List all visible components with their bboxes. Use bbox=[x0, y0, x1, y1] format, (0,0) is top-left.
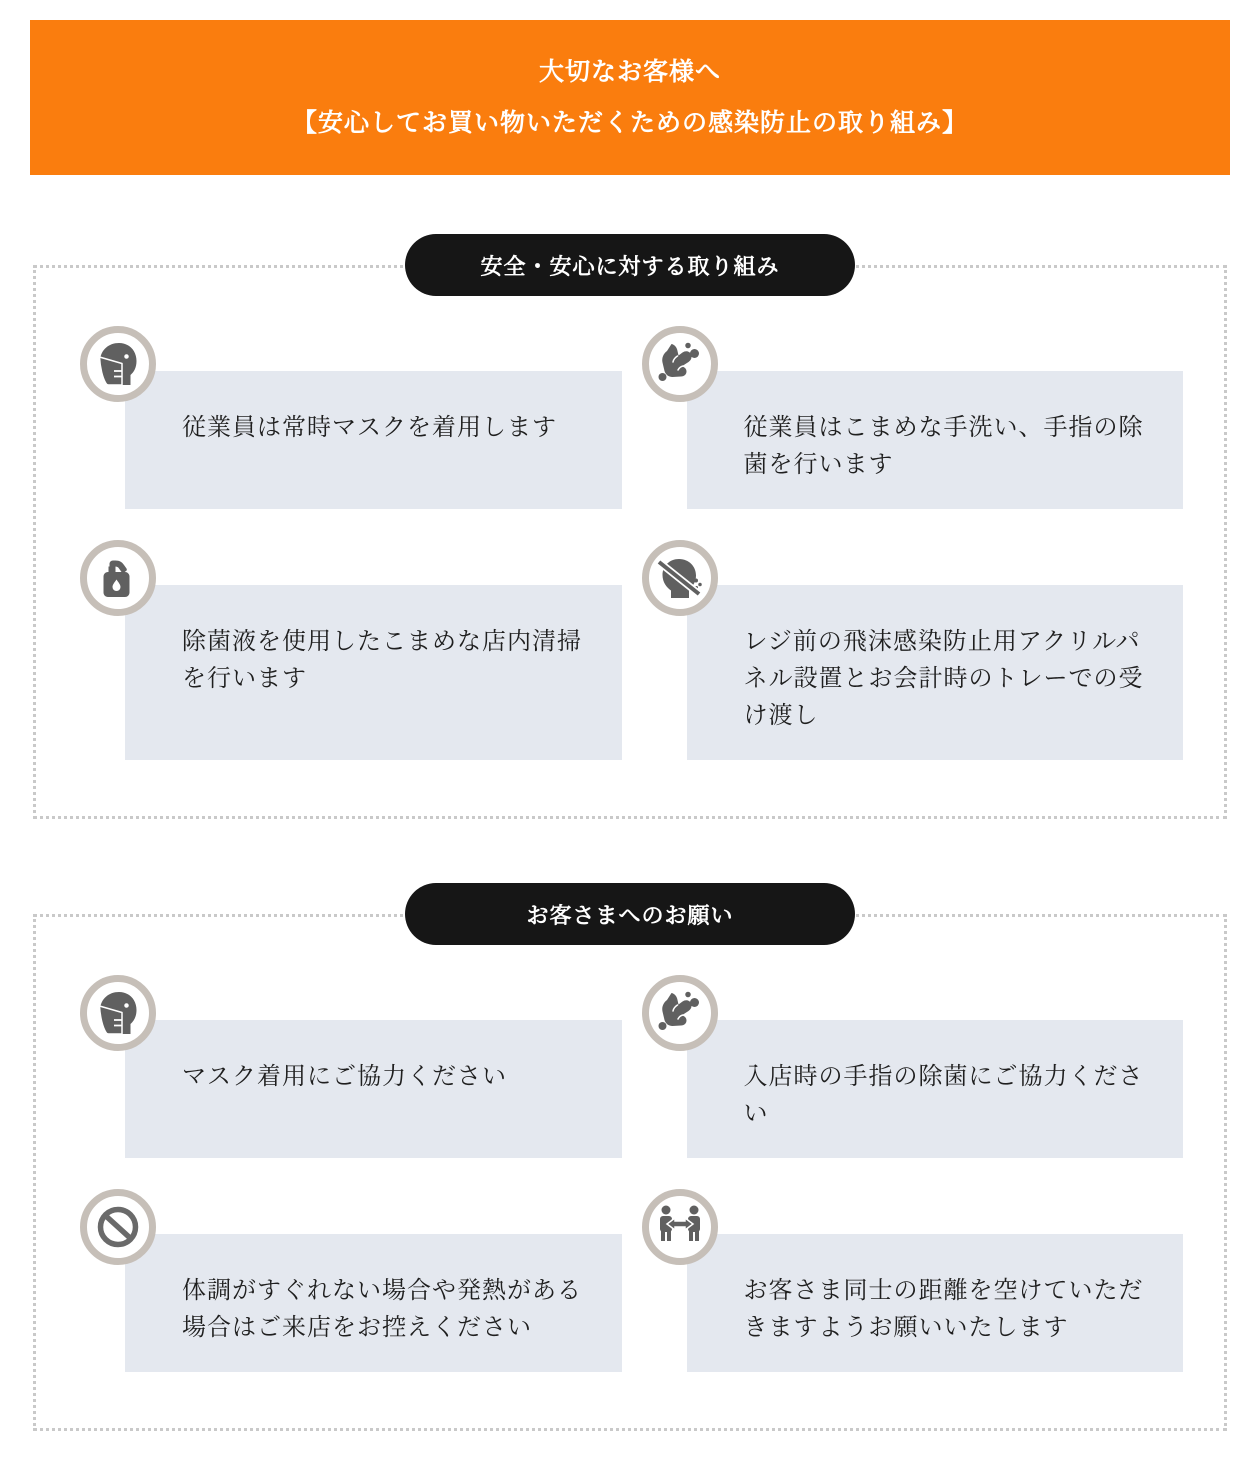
measure-card-mask bbox=[125, 371, 622, 509]
cards-grid-safety bbox=[125, 371, 1183, 760]
hand-wash-icon bbox=[642, 326, 718, 402]
measure-text: 従業員はこまめな手洗い、手指の除菌を行います bbox=[743, 414, 1144, 478]
request-text: 体調がすぐれない場合や発熱がある場合はご来店をお控えください bbox=[182, 1277, 582, 1341]
section-title: 安全・安心に対する取り組み bbox=[480, 253, 780, 279]
social-distance-icon bbox=[642, 1189, 718, 1265]
request-card-distance bbox=[687, 1234, 1184, 1372]
mask-face-icon bbox=[80, 975, 156, 1051]
request-text: お客さま同士の距離を空けていただきますようお願いいたします bbox=[743, 1277, 1144, 1341]
section-safety-measures bbox=[33, 253, 1227, 819]
request-text: 入店時の手指の除菌にご協力ください bbox=[743, 1063, 1144, 1127]
banner-title: 大切なお客様へ bbox=[538, 58, 721, 86]
measure-card-panel bbox=[687, 585, 1184, 760]
notice-banner bbox=[30, 20, 1230, 175]
droplet-block-icon bbox=[642, 540, 718, 616]
measure-text: 従業員は常時マスクを着用します bbox=[182, 414, 557, 441]
measure-text: レジ前の飛沫感染防止用アクリルパネル設置とお会計時のトレーでの受け渡し bbox=[743, 628, 1144, 729]
section-title: お客さまへのお願い bbox=[526, 902, 734, 928]
measure-card-handwash bbox=[687, 371, 1184, 509]
measure-card-sanitize bbox=[125, 585, 622, 760]
section-title-pill-safety bbox=[405, 234, 855, 296]
sanitizer-bottle-icon bbox=[80, 540, 156, 616]
cards-grid-requests bbox=[125, 1020, 1183, 1372]
request-card-mask bbox=[125, 1020, 622, 1158]
banner-subtitle: 【安心してお買い物いただくための感染防止の取り組み】 bbox=[291, 108, 968, 137]
no-entry-icon bbox=[80, 1189, 156, 1265]
request-card-handwash bbox=[687, 1020, 1184, 1158]
section-customer-requests bbox=[33, 902, 1227, 1431]
mask-face-icon bbox=[80, 326, 156, 402]
section-title-pill-requests bbox=[405, 883, 855, 945]
request-card-stayhome bbox=[125, 1234, 622, 1372]
hand-wash-icon bbox=[642, 975, 718, 1051]
measure-text: 除菌液を使用したこまめな店内清掃を行います bbox=[182, 628, 582, 692]
request-text: マスク着用にご協力ください bbox=[182, 1063, 507, 1090]
